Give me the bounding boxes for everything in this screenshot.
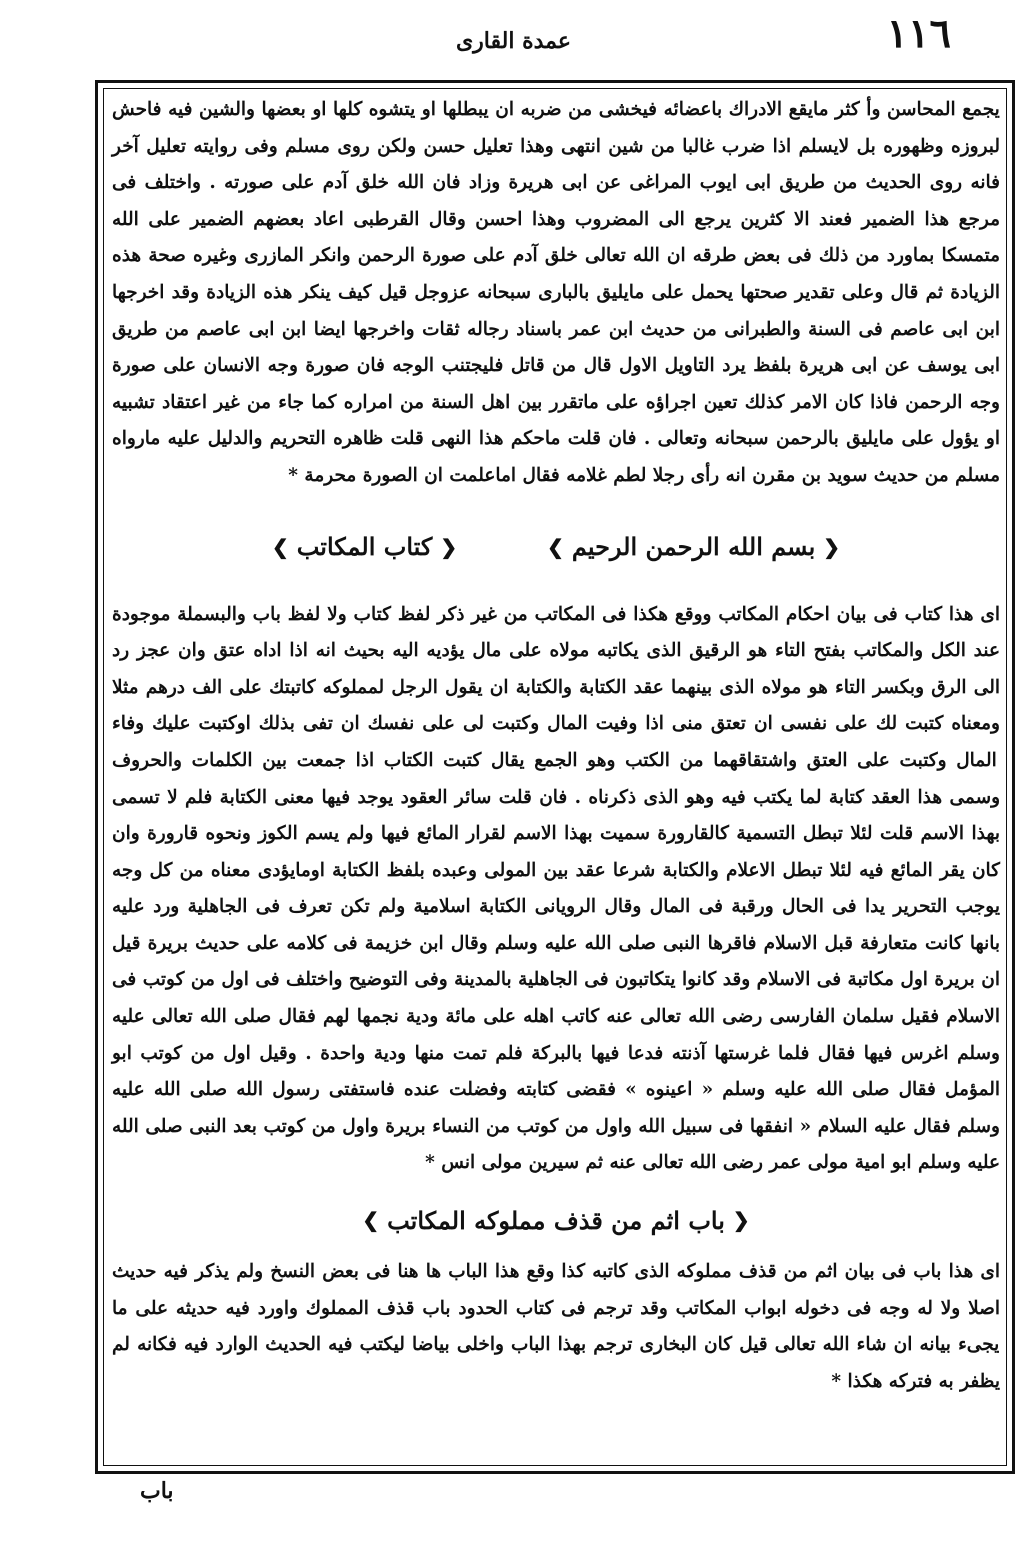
ornament-icon: ❮	[440, 534, 458, 559]
text-line: سبحانه وتعالى . فان قلت ماحكم هذا النهى قلت ظاهره التحريم والدليل عليه مارواه مسلم من حديث سويد بن مقرن	[112, 428, 1000, 486]
text-line: هذا الضمير فعند الا كثرين يرجع الى المضروب وهذا احسن وقال القرطبى اعاد بعضهم الضمير على الله متمسكا بماورد	[112, 208, 1001, 267]
text-line: روى الحديث من طريق ابى ايوب المراغى عن ابى هريرة وزاد فان الله خلق آدم على صورته . واختلف فى مرجع	[112, 172, 1000, 230]
section-title	[362, 1206, 749, 1235]
text-line: تقدير صحتها يحمل على مايليق بالبارى سبحانه عزوجل قيل كيف ينكر هذه الزيادة وقد اخرجها ابن ابى عاصم فى	[112, 281, 1000, 340]
basmala-heading	[547, 532, 840, 561]
text-line: ثم سيرين مولى انس *	[425, 1152, 603, 1174]
text-line: كذلك تعين اجراؤه على ماتقرر بين اهل السنة من امراره كما جاء من غير اعتقاد تشبيه او يؤول على مايليق بالرحمن	[112, 391, 1000, 450]
ornament-icon: ❯	[362, 1208, 380, 1233]
text-line: بلفظ يرد التاويل الاول قال من قاتل فليجتنب الوجه فان صورة وجه الانسان على صورة وجه الرحمن فاذا كان الامر	[112, 355, 1000, 413]
running-title: عمدة القارى	[455, 28, 572, 54]
chapter-title-text: كتاب المكاتب	[296, 532, 433, 562]
section-heading-row	[112, 1188, 1000, 1252]
text-body	[112, 92, 1000, 1400]
text-line: ولا له وجه فى دخوله ابواب المكاتب وقد ترجم فى كتاب الحدود باب قذف المملوك واورد فيه حديثه على ما يجىء	[112, 1297, 1000, 1356]
chapter-heading-row	[112, 507, 1000, 587]
chapter-title	[272, 532, 457, 561]
text-line: لبروزه وظهوره بل لايسلم اذا ضرب غالبا من شين انتهى وهذا تعليل حسن ولكن روى مسلم وفى روايته تعليل آخر فانه	[112, 135, 1000, 194]
text-line: وفاء المال وكتبت على العتق واشتقاقهما من الكتب وهو الجمع يقال كتبت الكتاب اذا جمعت بين الكلمات والحروف	[112, 713, 997, 771]
text-line: بريرة اول مكاتبة فى الاسلام وقد كانوا يتكاتبون فى الجاهلية بالمدينة وفى التوضيح واختلف فى اول من كوتب	[136, 969, 975, 991]
text-line: السنة والطبرانى من حديث ابن عمر باسناد رجاله ثقات واخرجها ايضا ابن ابى عاصم من طريق ابى يوسف عن ابى هريرة	[112, 318, 1000, 377]
text-line: لا تسمى بهذا الاسم قلت لئلا تبطل التسمية كالقارورة سميت بهذا الاسم لقرار المائع فيها ولم يسم الكوز ونحوه	[112, 786, 1001, 845]
ornament-icon: ❮	[732, 1208, 750, 1233]
basmala-text: بسم الله الرحمن الرحيم	[571, 532, 816, 562]
text-line: ورد عليه بانها كانت متعارفة قبل الاسلام فاقرها النبى صلى الله عليه وسلم وقال ابن خزيمة فى كلامه على حديث بريرة قيل ان	[112, 896, 1001, 991]
text-line: من ذلك فى بعض طرقه ان الله تعالى خلق آدم على صورة الرحمن وانكر المازرى وغيره صحة هذه الزيادة ثم قال وعلى	[112, 245, 1000, 303]
ornament-icon: ❯	[271, 534, 289, 559]
text-line: بيانه ان شاء الله تعالى قيل كان البخارى ترجم بهذا الباب واخلى بياضا ليكتب فيه الحديث الوارد فيه فكانه لم	[112, 1334, 951, 1356]
text-line: على الف درهم مثلا ومعناه كتبت لك على نفسى ان تعتق منى اذا وفيت المال وكتبت لى على نفسك ان تفى بذلك اوكتبت عليك	[112, 676, 1000, 735]
text-line: من كل وجه يوجب التحرير يدا فى الحال ورقبة فى المال وقال الرويانى الكتابة اسلامية ولم تكن تعرف فى الجاهلية	[112, 859, 1000, 918]
catchword: باب	[140, 1478, 174, 1504]
text-line: فقال صلى الله عليه وسلم « اعينوه » فقضى كتابته وفضلت عنده فاستفتى رسول الله صلى الله عليه وسلم فقال عليه السلام « انفقها فى	[112, 1079, 1000, 1137]
text-line: انه رأى رجلا لطم غلامه فقال اماعلمت ان الصورة محرمة *	[288, 464, 746, 486]
text-line: قارورة وان كان يقر المائع فيه لئلا تبطل الاعلام والكتابة شرعا عقد بين المولى وعبده بلفظ الكتابة اومايؤدى معناه	[112, 823, 1000, 881]
text-line: سبيل الله واول من كوتب من النساء بريرة واول من كوتب بعد النبى صلى الله عليه وسلم ابو امية مولى عمر رضى الله تعالى عنه	[112, 1115, 1000, 1174]
text-line: عتق وان عجز رد الى الرق وبكسر التاء هو مولاه الذى بينهما عقد الكتابة والكتابة ان يقول الرجل لمملوكه كاتبتك	[112, 640, 1000, 698]
text-line: اغرس فيها فقال فلما غرستها آذنته فدعا فيها بالبركة فلم تمت منها ودية واحدة . وقيل اول من كوتب ابو المؤمل	[112, 1042, 1000, 1101]
section-title-text: باب اثم من قذف مملوكه المكاتب	[387, 1205, 725, 1235]
text-line: وسمى هذا العقد كتابة لما يكتب فيه وهو الذى ذكرناه . فان قلت سائر العقود يوجد فيها معنى الكتابة فلم	[177, 786, 1000, 808]
text-line: يجمع المحاسن وأ كثر مايقع الادراك باعضائه فيخشى من ضربه ان يبطلها او يتشوه كلها او بعضها والشين فيه فاحش	[112, 99, 1000, 120]
paragraph-kitab-al-mukatab	[112, 597, 1000, 1183]
paragraph-bab-ithm	[112, 1254, 1000, 1400]
text-line: يظفر به فتركه هكذا *	[831, 1370, 1000, 1392]
text-line: اى هذا كتاب فى بيان احكام المكاتب ووقع هكذا فى المكاتب من غير ذكر لفظ كتاب ولا لفظ باب والبسملة	[170, 603, 1000, 625]
text-line: اى هذا باب فى بيان اثم من قذف مملوكه الذى كاتبه كذا وقع هذا الباب ها هنا فى بعض النسخ ولم يذكر فيه حديث اصلا	[112, 1261, 1000, 1319]
ornament-icon: ❯	[547, 534, 564, 559]
page-number: ١١٦	[886, 10, 951, 57]
ornament-icon: ❮	[823, 534, 841, 559]
paragraph-commentary-previous	[112, 92, 1000, 495]
text-line: موجودة عند الكل والمكاتب بفتح التاء هو الرقيق الذى يكاتبه مولاه على مال يؤديه اليه بحيث انه اذا اداه	[112, 603, 1000, 662]
text-line: فى الاسلام فقيل سلمان الفارسى رضى الله تعالى عنه كاتب اهله على مائة ودية نجمها لهم فقال صلى الله تعالى عليه وسلم	[112, 969, 1000, 1064]
